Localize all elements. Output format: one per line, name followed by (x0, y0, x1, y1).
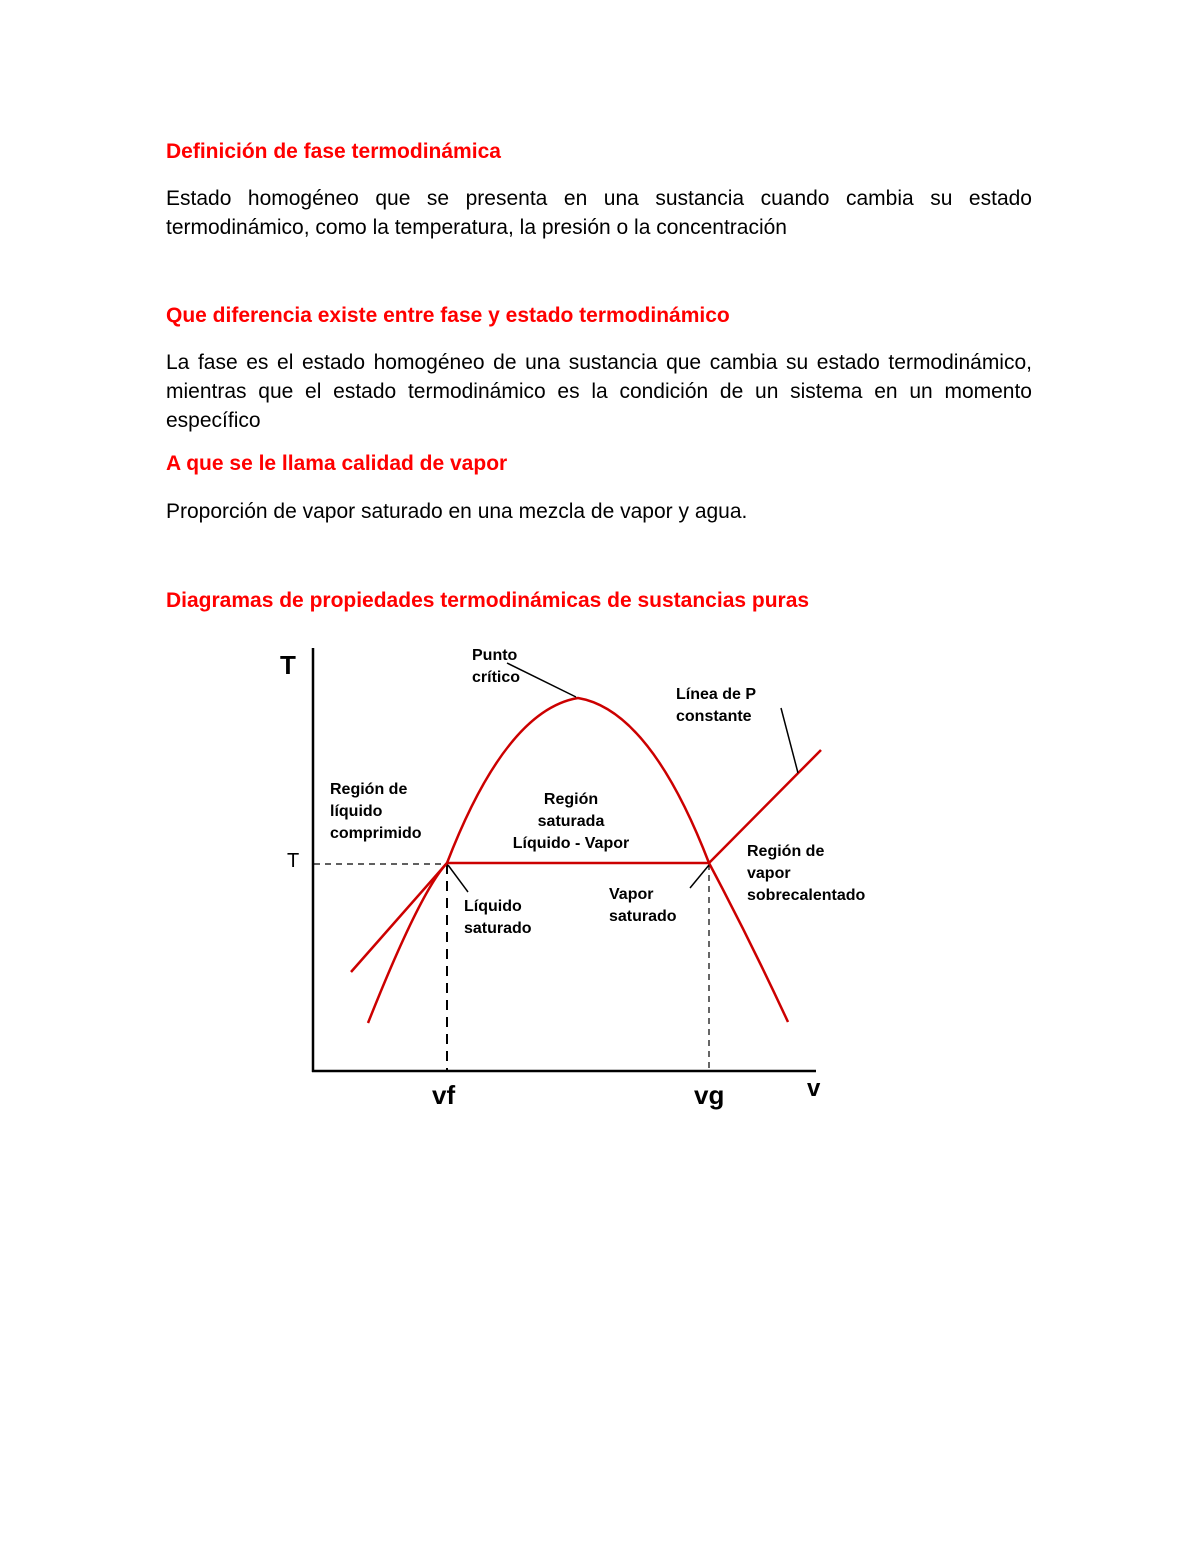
pressure-line-pointer (781, 708, 798, 773)
constant-pressure-label: Línea de P constante (676, 686, 757, 725)
x-axis-label: v (807, 1075, 821, 1102)
heading-phase-definition: Definición de fase termodinámica (166, 140, 501, 163)
compressed-liquid-region-label: Región de líquido comprimido (330, 781, 422, 842)
saturated-region-label: Región saturada Líquido - Vapor (512, 791, 630, 852)
paragraph-phase-vs-state: La fase es el estado homogéneo de una sustancia que cambia su estado termodinámico, mientras que el estado termodinámico es la condición de un sistema en un momento específico (166, 351, 1032, 432)
saturation-dome-curve (368, 698, 788, 1023)
vf-label: vf (432, 1080, 456, 1110)
saturated-liquid-pointer (448, 865, 468, 892)
heading-vapor-quality: A que se le llama calidad de vapor (166, 452, 508, 475)
paragraph-vapor-quality: Proporción de vapor saturado en una mezcla de vapor y agua. (166, 500, 748, 523)
y-axis-label: T (280, 650, 296, 680)
heading-phase-vs-state: Que diferencia existe entre fase y estado termodinámico (166, 304, 730, 327)
saturated-liquid-label: Líquido saturado (464, 898, 532, 937)
saturated-vapor-pointer (690, 865, 709, 888)
temperature-mark-label: T (287, 850, 300, 872)
saturated-vapor-label: Vapor saturado (609, 886, 677, 925)
heading-property-diagrams: Diagramas de propiedades termodinámicas de sustancias puras (166, 589, 810, 612)
vg-label: vg (694, 1080, 725, 1110)
paragraph-phase-definition: Estado homogéneo que se presenta en una sustancia cuando cambia su estado termodinámico, como la temperatura, la presión o la concentración (166, 187, 1032, 239)
tv-diagram (270, 630, 930, 1120)
superheated-region-label: Región de vapor sobrecalentado (747, 843, 866, 904)
critical-point-label: Punto crítico (472, 647, 521, 686)
